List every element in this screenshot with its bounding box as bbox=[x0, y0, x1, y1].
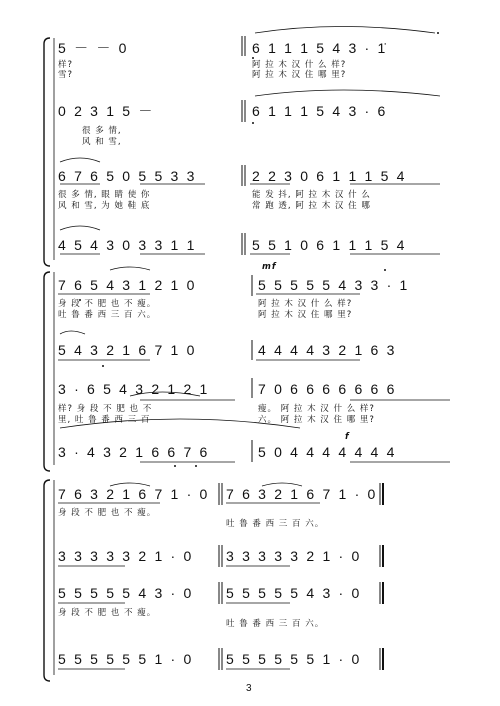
lyrics-line-11-right: 吐 鲁 番 西 三 百 六。 bbox=[226, 619, 325, 629]
notes-line-3-left: 6 7 6 5 0 5 5 3 3 bbox=[58, 168, 197, 184]
notes-line-11-right: 5 5 5 5 5 4 3 · 0 bbox=[226, 585, 362, 601]
notes-line-2-right: 6 1 1 1 5 4 3 · 6 bbox=[252, 103, 388, 119]
lyrics-line-1-right-a: 阿 拉 木 汉 什 么 样? bbox=[252, 60, 347, 70]
notes-line-8-right: 5 0 4 4 4 4 4 4 4 bbox=[258, 444, 397, 460]
notes-line-5-left: 7 6 5 4 3 1 2 1 0 bbox=[58, 277, 197, 293]
lyrics-line-3-left-a: 很 多 情, 眼 睛 使 你 bbox=[58, 190, 151, 200]
notes-line-9-left: 7 6 3 2 1 6 7 1 · 0 bbox=[58, 486, 210, 502]
lyrics-line-5-right-b: 阿 拉 木 汉 住 哪 里? bbox=[258, 310, 353, 320]
notes-line-1-left: 5 － － 0 bbox=[58, 40, 129, 56]
lyrics-line-1-left-a: 样? bbox=[58, 60, 74, 70]
lyrics-line-5-left-a: 身 段 不 肥 也 不 瘦。 bbox=[58, 299, 157, 309]
lyrics-line-5-right-a: 阿 拉 木 汉 什 么 样? bbox=[258, 299, 353, 309]
notes-line-10-left: 3 3 3 3 3 2 1 · 0 bbox=[58, 548, 194, 564]
lyrics-line-11-left: 身 段 不 肥 也 不 瘦。 bbox=[58, 608, 157, 618]
system-bracket-1 bbox=[44, 38, 50, 266]
lyrics-line-2-left-a: 很 多 情, bbox=[82, 126, 122, 136]
notes-line-8-left: 3 · 4 3 2 1 6 6 7 6 bbox=[58, 444, 210, 460]
notes-line-4-left: 4 5 4 3 0 3 3 1 1 bbox=[58, 237, 197, 253]
system-bracket-2 bbox=[44, 272, 50, 471]
lyrics-line-2-left-b: 风 和 雪, bbox=[82, 137, 122, 147]
lyrics-line-7-left-b: 里, 吐 鲁 番 西 三 百 bbox=[58, 415, 151, 425]
notes-line-6-left: 5 4 3 2 1 6 7 1 0 bbox=[58, 342, 197, 358]
notes-line-7-right: 7 0 6 6 6 6 6 6 6 bbox=[258, 381, 397, 397]
notes-line-3-right: 2 2 3 0 6 1 1 1 5 4 bbox=[252, 168, 407, 184]
lyrics-line-9-right: 吐 鲁 番 西 三 百 六。 bbox=[226, 519, 325, 529]
notes-line-6-right: 4 4 4 4 3 2 1 6 3 bbox=[258, 342, 397, 358]
lyrics-line-9-left: 身 段 不 肥 也 不 瘦。 bbox=[58, 508, 157, 518]
lyrics-line-7-right-b: 六。 阿 拉 木 汉 住 哪 里? bbox=[258, 415, 375, 425]
dynamic-f: f bbox=[345, 432, 350, 442]
lyrics-line-1-right-b: 阿 拉 木 汉 住 哪 里? bbox=[252, 70, 347, 80]
notes-line-4-right: 5 5 1 0 6 1 1 1 5 4 bbox=[252, 237, 407, 253]
system-bracket-3 bbox=[44, 480, 50, 681]
notes-line-1-right: 6 1 1 1 5 4 3 · 1̇ bbox=[252, 40, 388, 56]
lyrics-line-7-right-a: 瘦。 阿 拉 木 汉 什 么 样? bbox=[258, 404, 375, 414]
page-number: 3 bbox=[246, 683, 252, 694]
notes-line-12-left: 5 5 5 5 5 5 1 · 0 bbox=[58, 651, 194, 667]
notes-line-2-left: 0 2 3 1 5 － bbox=[58, 103, 155, 119]
notes-line-11-left: 5 5 5 5 5 4 3 · 0 bbox=[58, 585, 194, 601]
lyrics-line-3-right-b: 常 跑 透, 阿 拉 木 汉 住 哪 bbox=[252, 201, 371, 211]
notes-line-9-right: 7 6 3 2 1 6 7 1 · 0 bbox=[226, 486, 378, 502]
lyrics-line-7-left-a: 样? 身 段 不 肥 也 不 bbox=[58, 404, 153, 414]
lyrics-line-3-left-b: 风 和 雪, 为 她 鞋 底 bbox=[58, 201, 151, 211]
notes-line-5-right: 5 5 5 5 5 4 3 3 · 1 bbox=[258, 277, 410, 293]
notes-line-12-right: 5 5 5 5 5 5 1 · 0 bbox=[226, 651, 362, 667]
dynamic-mf: mf bbox=[262, 262, 277, 272]
notes-line-7-left: 3 · 6 5 4 3 2 1 2 1 bbox=[58, 381, 210, 397]
notes-line-10-right: 3 3 3 3 3 2 1 · 0 bbox=[226, 548, 362, 564]
lyrics-line-3-right-a: 能 发 抖, 阿 拉 木 汉 什 么 bbox=[252, 190, 371, 200]
lyrics-line-1-left-b: 雪? bbox=[58, 70, 74, 80]
lyrics-line-5-left-b: 吐 鲁 番 西 三 百 六。 bbox=[58, 310, 157, 320]
